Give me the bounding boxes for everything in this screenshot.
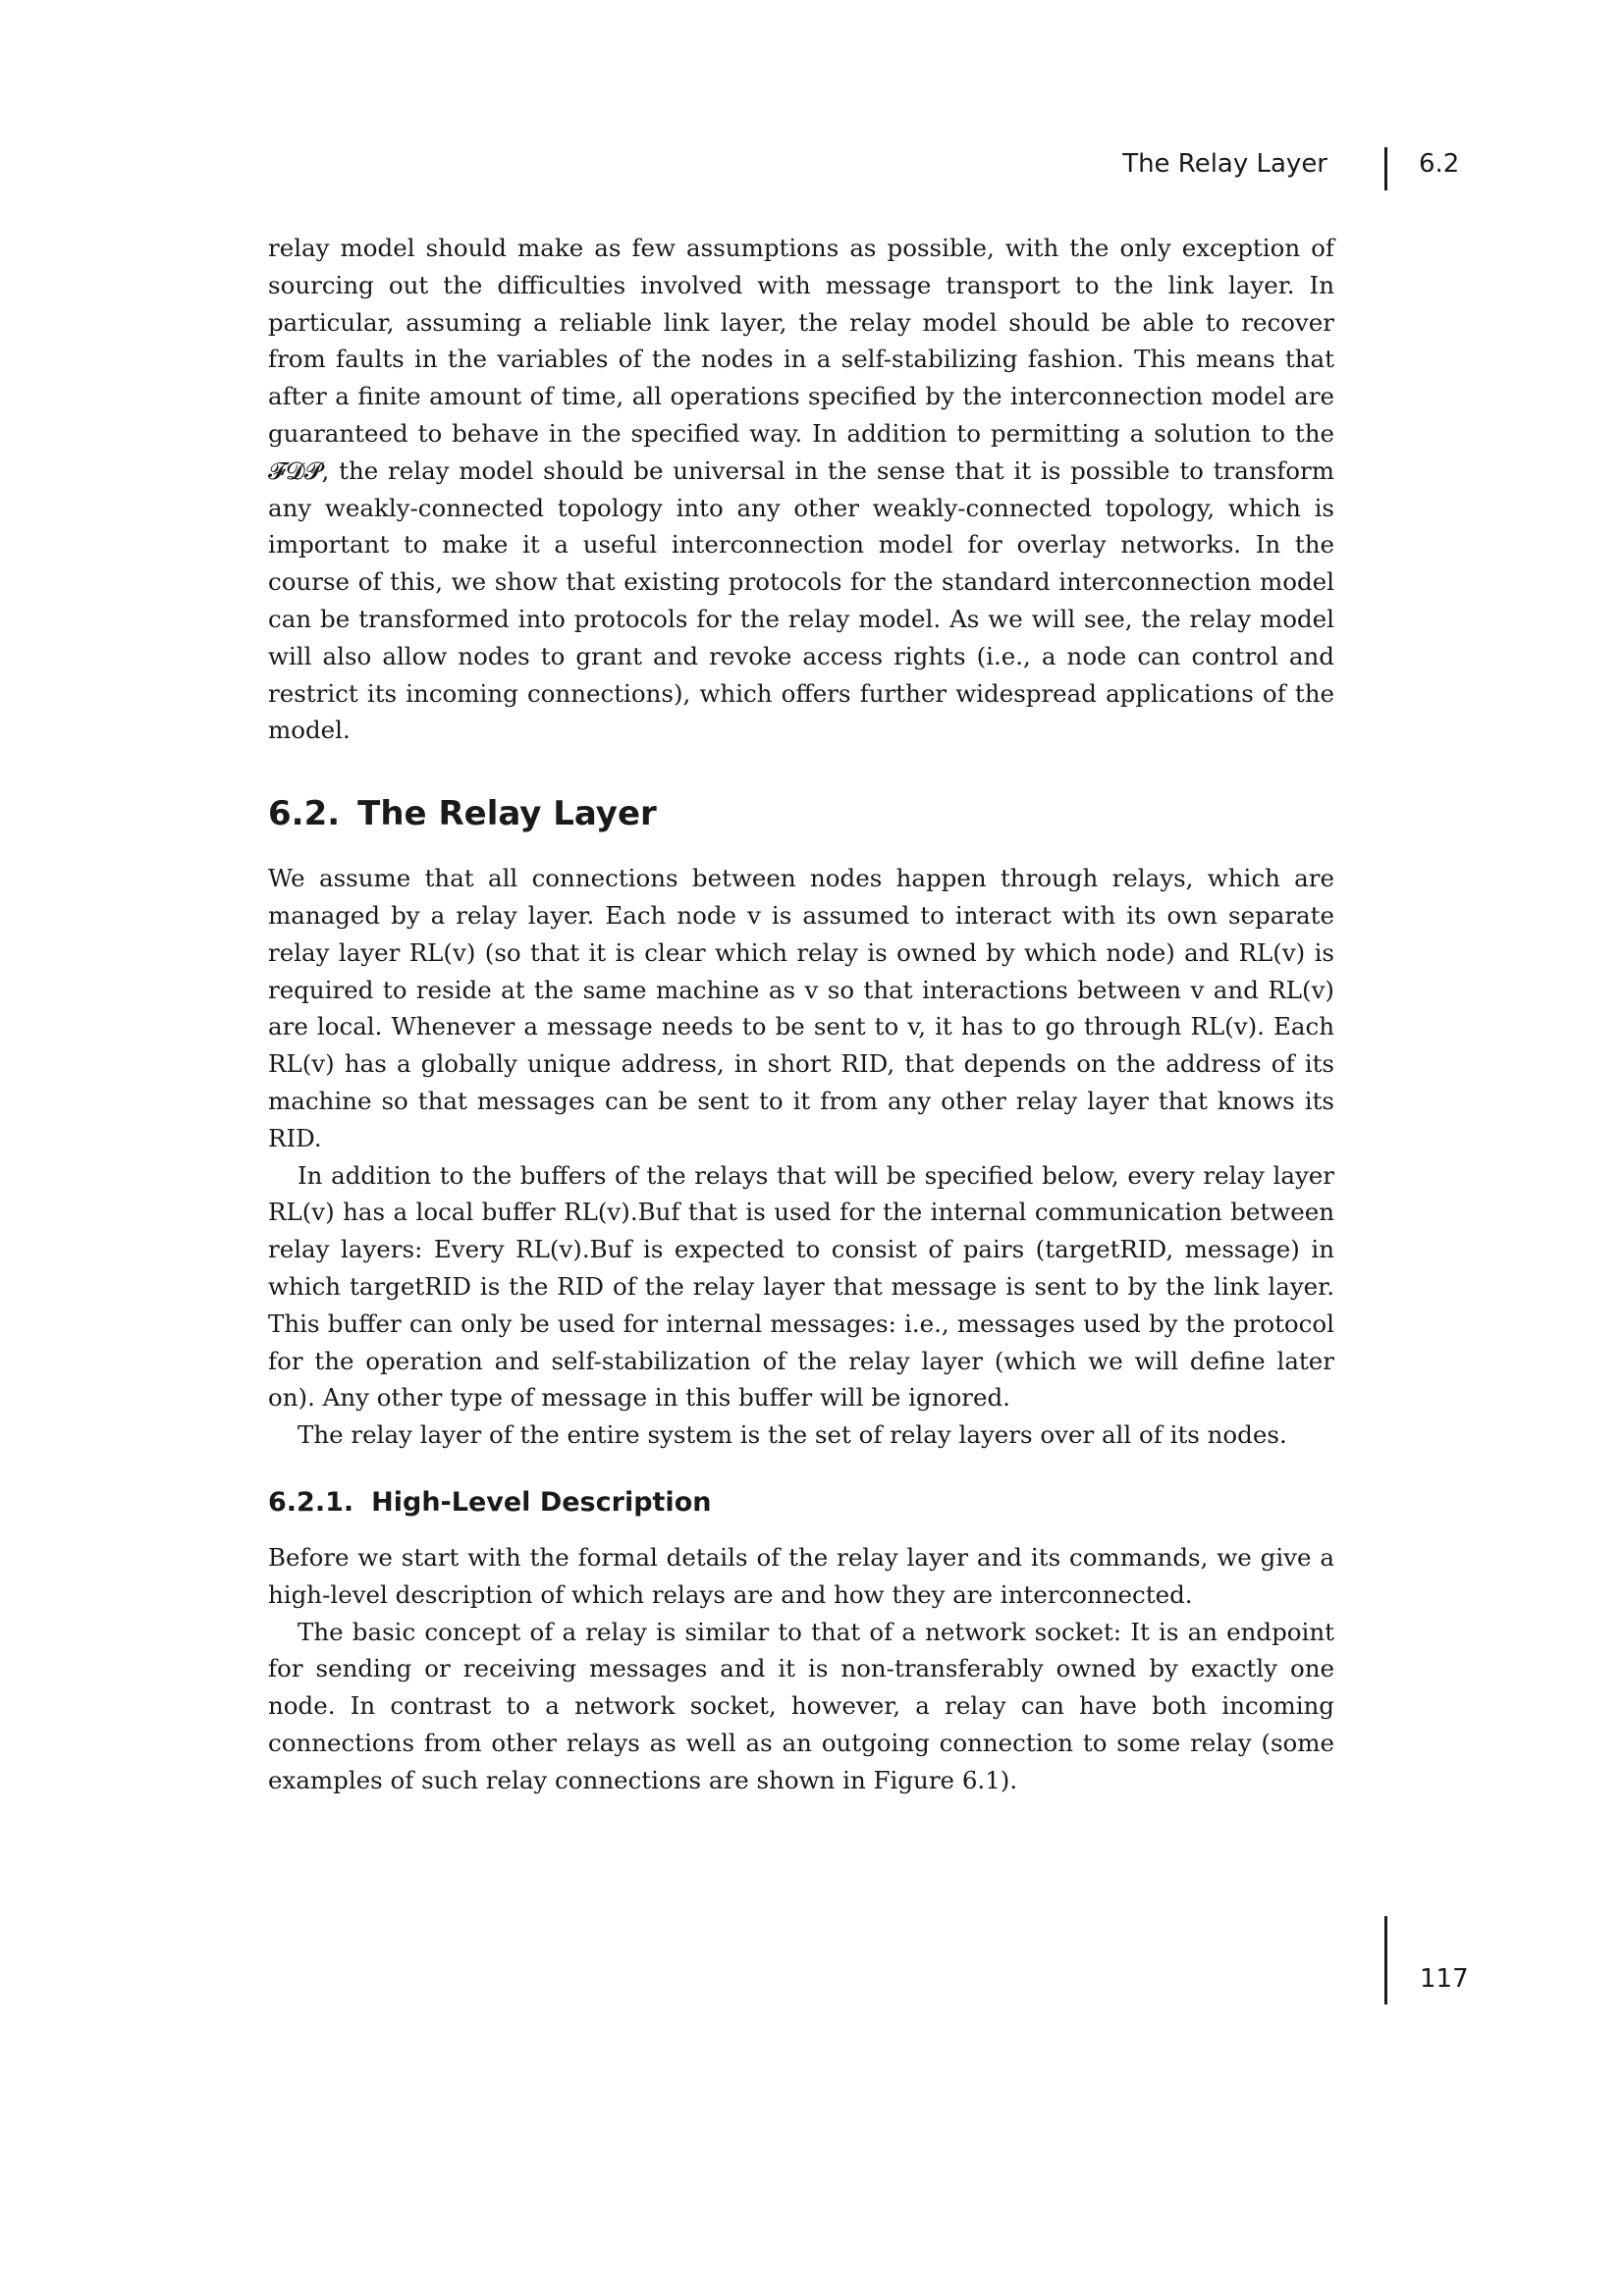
section-title: The Relay Layer [357, 794, 657, 834]
header-section-number: 6.2 [1419, 149, 1460, 179]
subsection-title: High-Level Description [371, 1486, 712, 1518]
page-body [268, 230, 1334, 1798]
paragraph-relay-3: The relay layer of the entire system is the set of relay layers over all of its nodes. [298, 1420, 1287, 1450]
paragraph-relay-1: We assume that all connections between nodes happen through relays, which are managed by a relay layer. Each node v is assumed to interact with its own separate relay layer RL(v) (so that it is clear which relay is owned by which node) and RL(v) is required to reside at the same machine as v so that interactions between v and RL(v) are local. Whenever a message needs to be sent to v, it has to go through RL(v). Each RL(v) has a globally unique address, in short RID, that depends on the address of its machine so that messages can be sent to it from any other relay layer that knows its RID. [268, 864, 1334, 1152]
paragraph-intro: relay model should make as few assumptions as possible, with the only exception of sourcing out the difficulties involved with message transport to the link layer. In particular, assuming a reliable link layer, the relay model should be able to recover from faults in the variables of the nodes in a self-stabilizing fashion. This means that after a finite amount of time, all operations specified by the interconnection model are guaranteed to behave in the specified way. In addition to permitting a solution to the 𝓕𝓓𝓟, the relay model should be universal in the sense that it is possible to transform any weakly-connected topology into any other weakly-connected topology, which is important to make it a useful interconnection model for overlay networks. In the course of this, we show that existing protocols for the standard interconnection model can be transformed into protocols for the relay model. As we will see, the relay model will also allow nodes to grant and revoke access rights (i.e., a node can control and restrict its incoming connections), which offers further widespread applications of the model. [268, 234, 1334, 745]
paragraph-highlevel-2: The basic concept of a relay is similar to that of a network socket: It is an endpoint for sending or receiving messages and it is non-transferably owned by exactly one node. In contrast to a network socket, however, a relay can have both incoming connections from other relays as well as an outgoing connection to some relay (some examples of such relay connections are shown in Figure 6.1). [268, 1617, 1334, 1794]
paragraph-highlevel-1: Before we start with the formal details of the relay layer and its commands, we give a high-level description of which relays are and how they are interconnected. [268, 1542, 1334, 1609]
section-number: 6.2. [268, 794, 341, 834]
running-header [1080, 147, 1473, 190]
section-heading [268, 794, 1334, 833]
subsection-heading [268, 1487, 1334, 1518]
header-title: The Relay Layer [1122, 149, 1327, 179]
header-divider [1384, 147, 1387, 190]
paragraph-relay-2: In addition to the buffers of the relays that will be specified below, every relay layer RL(v) has a local buffer RL(v).Buf that is used for the internal communication between relay layers: Every RL(v).Buf is expected to consist of pairs (targetRID, message) in which targetRID is the RID of the relay layer that message is sent to by the link layer. This buffer can only be used for internal messages: i.e., messages used by the protocol for the operation and self-stabilization of the relay layer (which we will define later on). Any other type of message in this buffer will be ignored. [268, 1160, 1334, 1413]
footer-divider [1384, 1916, 1387, 2004]
subsection-number: 6.2.1. [268, 1486, 354, 1518]
page-number: 117 [1420, 1964, 1469, 1994]
